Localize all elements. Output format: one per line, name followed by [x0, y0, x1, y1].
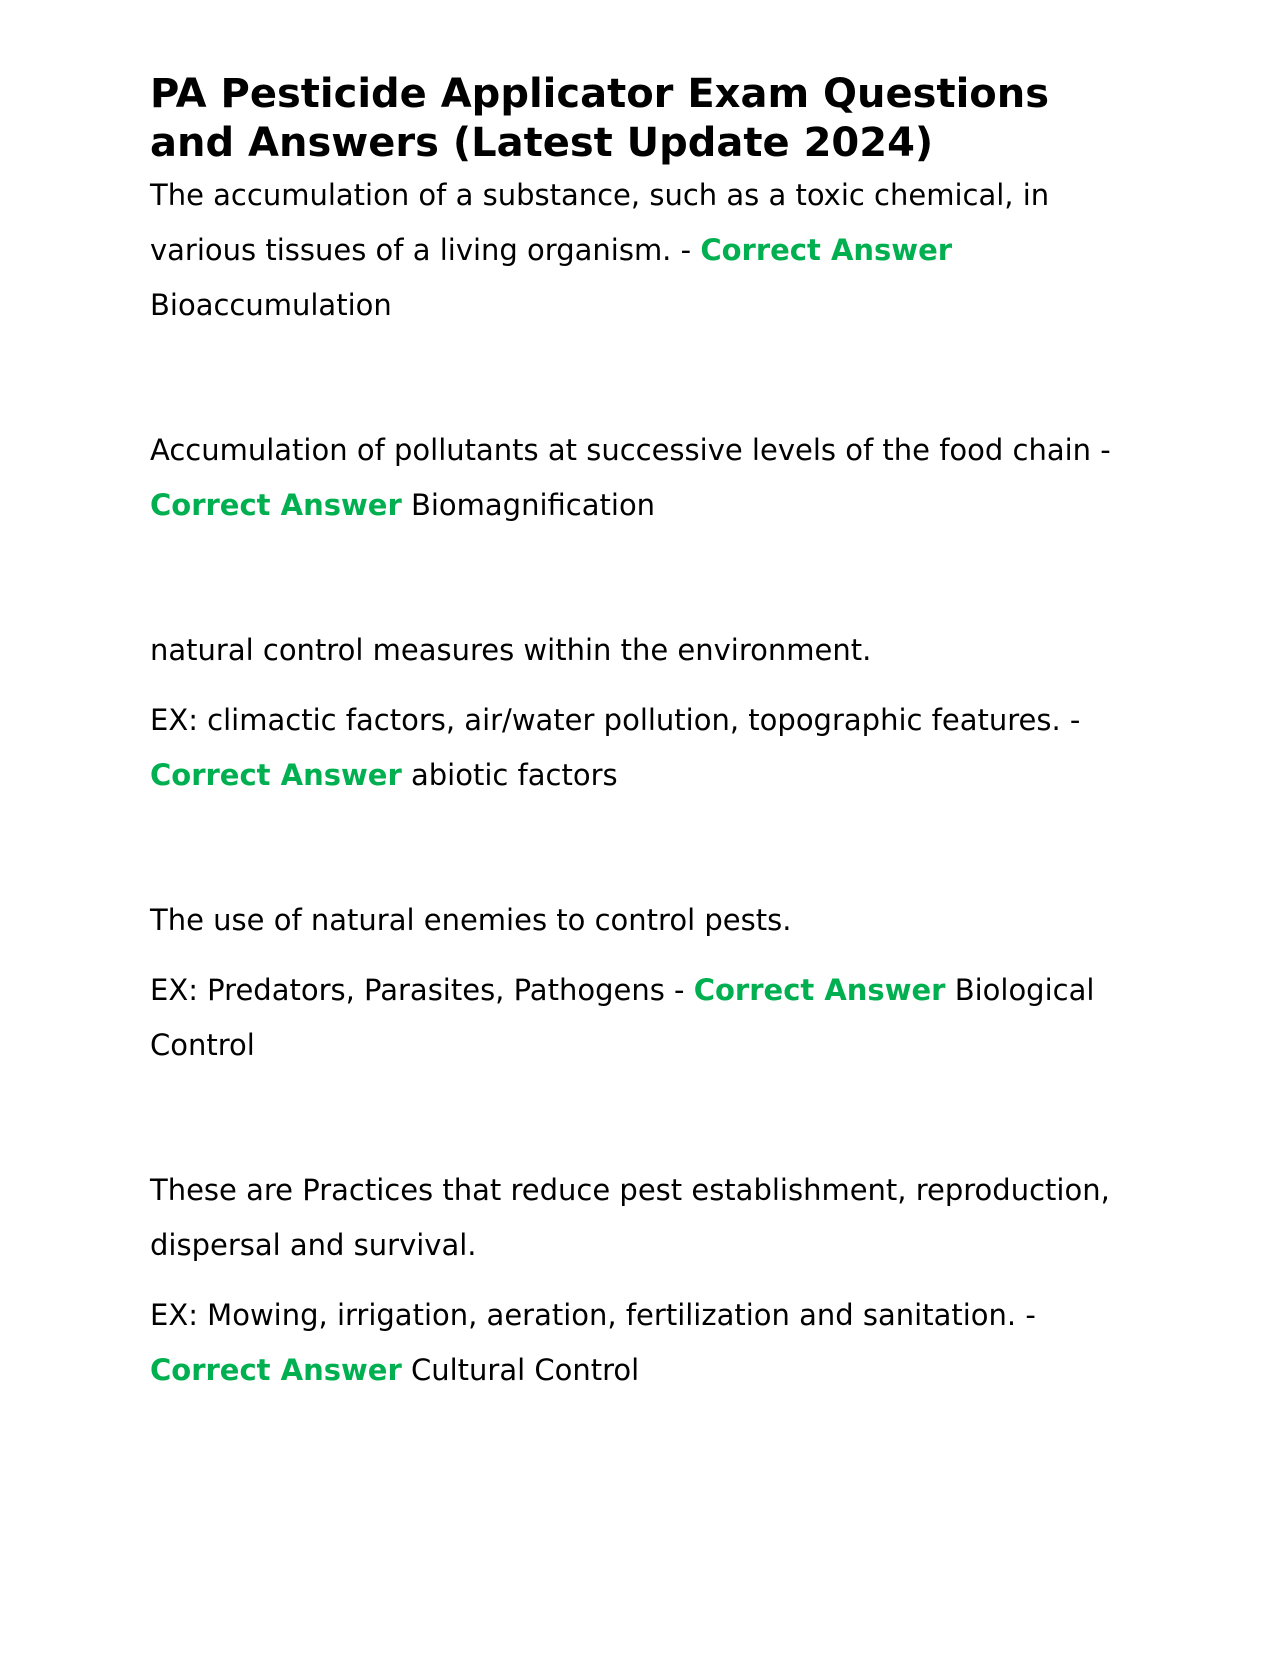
document-page [150, 70, 1130, 1398]
correct-answer-label: Correct Answer [150, 1353, 402, 1387]
question-text: The accumulation of a substance, such as a toxic chemical, in various tissues of a living organism. [150, 178, 1050, 267]
separator: - [1091, 433, 1111, 467]
question-paragraph: natural control measures within the environment. [150, 633, 872, 667]
separator: - [1016, 1298, 1036, 1332]
separator: - [664, 973, 694, 1007]
answer-text: Bioaccumulation [150, 288, 392, 322]
question-text: EX: Mowing, irrigation, aeration, fertilization and sanitation. [150, 1298, 1017, 1332]
correct-answer-label: Correct Answer [150, 758, 402, 792]
qa-last-paragraph [150, 168, 1130, 333]
answer-text: Cultural Control [410, 1353, 640, 1387]
qa-last-paragraph [150, 1288, 1130, 1398]
correct-answer-label: Correct Answer [693, 973, 946, 1007]
question-text: Accumulation of pollutants at successive levels of the food chain [150, 433, 1092, 467]
correct-answer-label: Correct Answer [150, 488, 402, 522]
separator: - [1060, 703, 1081, 737]
question-text: EX: Predators, Parasites, Pathogens [150, 973, 665, 1007]
question-text: EX: climactic factors, air/water pollution, topographic features. [150, 703, 1061, 737]
item-spacer [150, 1073, 1130, 1163]
separator: - [671, 233, 701, 267]
item-spacer [150, 333, 1130, 423]
qa-item [150, 168, 1130, 333]
question-paragraph: The use of natural enemies to control pests. [150, 903, 792, 937]
qa-item [150, 423, 1130, 533]
qa-item [150, 893, 1130, 1073]
item-spacer [150, 803, 1130, 893]
qa-last-paragraph [150, 693, 1130, 803]
answer-text: Biological Control [150, 973, 1095, 1062]
answer-text: abiotic factors [410, 758, 618, 792]
qa-item [150, 1163, 1130, 1398]
item-spacer [150, 533, 1130, 623]
answer-text: Biomagnification [410, 488, 656, 522]
question-paragraph: These are Practices that reduce pest establishment, reproduction, dispersal and survival. [150, 1173, 1110, 1262]
qa-last-paragraph [150, 423, 1130, 533]
document-title: PA Pesticide Applicator Exam Questions and Answers (Latest Update 2024) [150, 71, 1050, 166]
correct-answer-label: Correct Answer [700, 233, 953, 267]
qa-item [150, 623, 1130, 803]
qa-last-paragraph [150, 963, 1130, 1073]
